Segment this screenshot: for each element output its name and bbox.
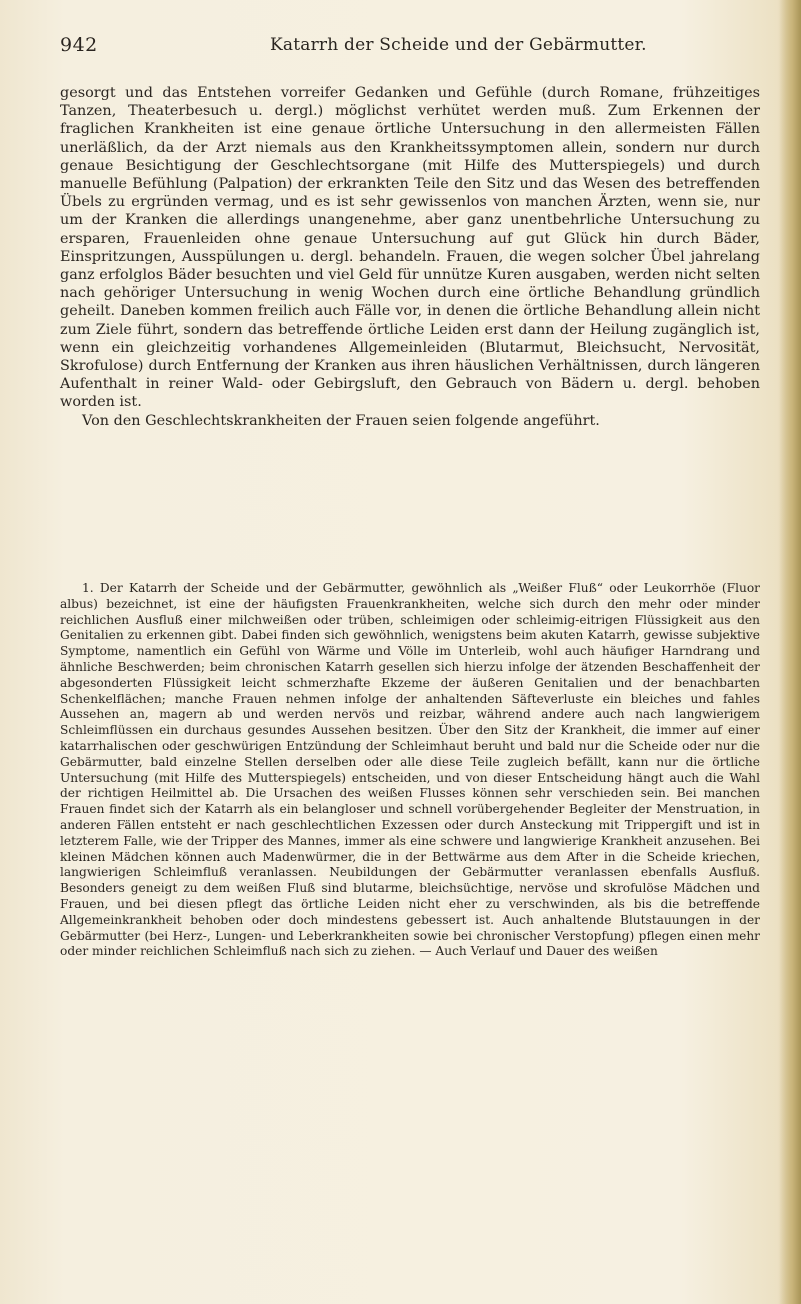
page-number: 942 <box>60 34 98 56</box>
paragraph-1: gesorgt und das Entstehen vorreifer Gedanken und Gefühle (durch Romane, frühzeitiges Tanzen, Theaterbesuch u. dergl.) möglichst verhütet werden muß. Zum Erkennen der fraglichen Krankheiten ist eine genaue örtliche Untersuchung in den allermeisten Fällen unerläßlich, da der Arzt niemals aus den Krankheitssymptomen allein, sondern nur durch genaue Besichtigung der Geschlechtsorgane (mit Hilfe des Mutterspiegels) und durch manuelle Befühlung (Palpation) der erkrankten Teile den Sitz und das Wesen des betreffenden Übels zu ergründen vermag, und es ist sehr gewissenlos von manchen Ärzten, wenn sie, nur um der Kranken die allerdings unangenehme, aber ganz unentbehrliche Untersuchung zu ersparen, Frauenleiden ohne genaue Untersuchung auf gut Glück hin durch Bäder, Einspritzungen, Ausspülungen u. dergl. behandeln. Frauen, die wegen solcher Übel jahrelang ganz erfolglos Bäder besuchten und viel Geld für unnütze Kuren ausgaben, werden nicht selten nach gehöriger Untersuchung in wenig Wochen durch eine örtliche Behandlung gründlich geheilt. Daneben kommen freilich auch Fälle vor, in denen die örtliche Behandlung allein nicht zum Ziele führt, sondern das betreffende örtliche Leiden erst dann der Heilung zugänglich ist, wenn ein gleichzeitig vorhandenes Allgemeinleiden (Blutarmut, Bleichsucht, Nervosität, Skrofulose) durch Entfernung der Kranken aus ihren häuslichen Verhältnissen, durch längeren Aufenthalt in reiner Wald- oder Gebirgsluft, den Gebrauch von Bädern u. dergl. behoben worden ist. <box>60 85 760 411</box>
section-katarrh <box>60 581 760 960</box>
section-1-text: 1. Der Katarrh der Scheide und der Gebärmutter, gewöhnlich als „Weißer Fluß“ oder Leukorrhöe (Fluor albus) bezeichnet, ist eine der häufigsten Frauenkrankheiten, welche sich durch den mehr oder minder reichlichen Ausfluß einer milchweißen oder trüben, schleimigen oder schleimig-eitrigen Flüssigkeit aus den Genitalien zu erkennen gibt. Dabei finden sich gewöhnlich, wenigstens beim akuten Katarrh, gewisse subjektive Symptome, namentlich ein Gefühl von Wärme und Völle im Unterleib, wohl auch häufiger Harndrang und ähnliche Beschwerden; beim chronischen Katarrh gesellen sich hierzu infolge der ätzenden Beschaffenheit der abgesonderten Flüssigkeit leicht schmerzhafte Ekzeme der äußeren Genitalien und der benachbarten Schenkelflächen; manche Frauen nehmen infolge der anhaltenden Säfteverluste ein bleiches und fahles Aussehen an, magern ab und werden nervös und reizbar, während andere auch nach langwierigem Schleimflüssen ein durchaus gesundes Aussehen besitzen. Über den Sitz der Krankheit, die immer auf einer katarrhalischen oder geschwürigen Entzündung der Schleimhaut beruht und bald nur die Scheide oder nur die Gebärmutter, bald einzelne Stellen derselben oder alle diese Teile zugleich befällt, kann nur die örtliche Untersuchung (mit Hilfe des Mutterspiegels) entscheiden, und von dieser Entscheidung hängt auch die Wahl der richtigen Heilmittel ab. Die Ursachen des weißen Flusses können sehr verschieden sein. Bei manchen Frauen findet sich der Katarrh als ein belangloser und schnell vorübergehender Begleiter der Menstruation, in anderen Fällen entsteht er nach geschlechtlichen Exzessen oder durch Ansteckung mit Trippergift und ist in letzterem Falle, wie der Tripper des Mannes, immer als eine schwere und langwierige Krankheit anzusehen. Bei kleinen Mädchen können auch Madenwürmer, die in der Bettwärme aus dem After in die Scheide kriechen, langwierigen Schleimfluß veranlassen. Neubildungen der Gebärmutter veranlassen ebenfalls Ausfluß. Besonders geneigt zu dem weißen Fluß sind blutarme, bleichsüchtige, nervöse und skrofulöse Mädchen und Frauen, und bei diesen pflegt das örtliche Leiden nicht eher zu verschwinden, als bis die betreffende Allgemeinkrankheit behoben oder doch mindestens gebessert ist. Auch anhaltende Blutstauungen in der Gebärmutter (bei Herz-, Lungen- und Leberkrankheiten sowie bei chronischer Verstopfung) pflegen einen mehr oder minder reichlichen Schleimfluß nach sich zu ziehen. — Auch Verlauf und Dauer des weißen <box>60 581 760 959</box>
running-title: Katarrh der Scheide und der Gebärmutter. <box>270 35 647 55</box>
page-edge-shadow <box>779 0 801 1304</box>
main-text <box>60 84 760 430</box>
paragraph-2: Von den Geschlechtskrankheiten der Frauen seien folgende angeführt. <box>82 412 600 429</box>
page-header <box>60 34 760 64</box>
